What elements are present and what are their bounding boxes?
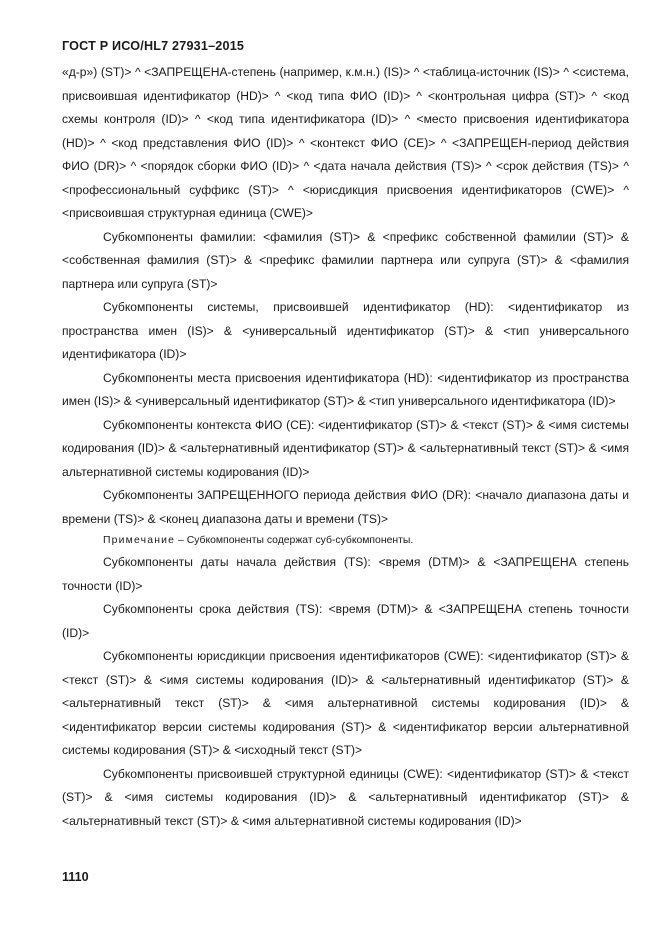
note-text: – Субкомпоненты содержат суб-субкомпоненты. [175, 535, 414, 546]
paragraph-continuation: «д-р») (ST)> ^ <ЗАПРЕЩЕНА-степень (например, к.м.н.) (IS)> ^ <таблица-источник (IS)> ^ <система, присвоившая идентификатор (HD)> ^ <код типа ФИО (ID)> ^ <контрольная цифра (ST)> ^ <код схемы контроля (ID)> ^ <код типа идентификатора (ID)> ^ <место присвоения идентификатора (HD)> ^ <код представления ФИО (ID)> ^ <контекст ФИО (CE)> ^ <ЗАПРЕЩЕН-период действия ФИО (DR)> ^ <порядок сборки ФИО (ID)> ^ <дата начала действия (TS)> ^ <срок действия (TS)> ^ <профессиональный суффикс (ST)> ^ <юрисдикция присвоения идентификаторов (CWE)> ^ <присвоившая структурная единица (CWE)> [62, 65, 629, 220]
standard-title: ГОСТ Р ИСО/HL7 27931–2015 [62, 39, 245, 53]
page-number: 1110 [62, 870, 89, 884]
paragraph-validity-range-subcomponents: Субкомпоненты ЗАПРЕЩЕННОГО периода действия ФИО (DR): <начало диапазона даты и времени (TS)> & <конец диапазона даты и времени (TS)> [62, 488, 629, 526]
paragraph-name-context-subcomponents: Субкомпоненты контекста ФИО (CE): <идентификатор (ST)> & <текст (ST)> & <имя системы кодирования (ID)> & <альтернативный идентификатор (ST)> & <альтернативный текст (ST)> & <имя альтернативной системы кодирования (ID)> [62, 417, 629, 479]
paragraph-effective-date-subcomponents: Субкомпоненты даты начала действия (TS): <время (DTM)> & <ЗАПРЕЩЕНА степень точности (ID)> [62, 555, 629, 593]
paragraph-surname-subcomponents: Субкомпоненты фамилии: <фамилия (ST)> & <префикс собственной фамилии (ST)> & <собственная фамилия (ST)> & <префикс фамилии партнера или супруга (ST)> & <фамилия партнера или супруга (ST)> [62, 229, 629, 291]
paragraph-assigning-facility-subcomponents: Субкомпоненты места присвоения идентификатора (HD): <идентификатор из пространства имен (IS)> & <универсальный идентификатор (ST)> & <тип универсального идентификатора (ID)> [62, 370, 629, 408]
note-label: Примечание [103, 535, 176, 546]
paragraph-expiration-date-subcomponents: Субкомпоненты срока действия (TS): <время (DTM)> & <ЗАПРЕЩЕНА степень точности (ID)> [62, 602, 629, 640]
paragraph-assigning-department-subcomponents: Субкомпоненты присвоившей структурной единицы (CWE): <идентификатор (ST)> & <текст (ST)> & <имя системы кодирования (ID)> & <альтернативный идентификатор (ST)> & <альтернативный текст (ST)> & <имя альтернативной системы кодирования (ID)> [62, 766, 629, 828]
note [62, 531, 629, 551]
page-body [62, 61, 629, 833]
paragraph-assigning-system-subcomponents: Субкомпоненты системы, присвоившей идентификатор (HD): <идентификатор из пространства имен (IS)> & <универсальный идентификатор (ST)> & <тип универсального идентификатора (ID)> [62, 300, 629, 361]
paragraph-jurisdiction-subcomponents: Субкомпоненты юрисдикции присвоения идентификаторов (CWE): <идентификатор (ST)> & <текст (ST)> & <имя системы кодирования (ID)> & <альтернативный идентификатор (ST)> & <альтернативный текст (ST)> & <имя альтернативной системы кодирования (ID)> & <идентификатор версии системы кодирования (ST)> & <идентификатор версии альтернативной системы кодирования (ST)> & <исходный текст (ST)> [62, 649, 629, 757]
